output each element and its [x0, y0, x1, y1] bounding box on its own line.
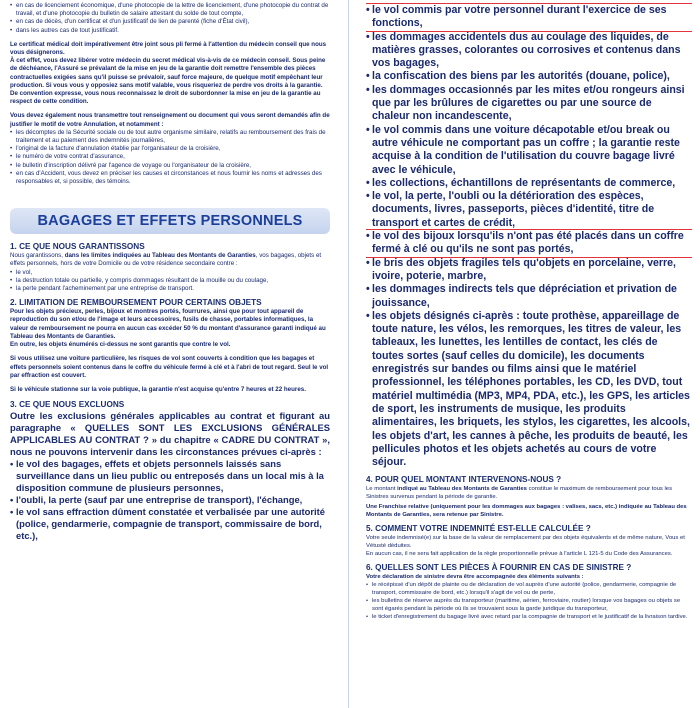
right-column	[366, 0, 692, 621]
paragraph: En outre, les objets énumérés ci-dessus ne sont garantis que contre le vol.	[10, 341, 231, 349]
text-span: dans les limites indiquées au Tableau des Montants de Garanties	[64, 252, 256, 260]
paragraph: Le certificat médical doit impérativement être joint sous pli fermé à l'attention du médecin conseil que nous vous désignerons.	[10, 40, 327, 57]
paragraph: Si vous utilisez une voiture particulière, les risques de vol sont couverts à condition que les bagages et effets personnels soient contenus dans le coffre du véhicule fermé à clé et à l'abri de tout regard. Seul le vol par effraction est couvert.	[10, 355, 329, 379]
list-item: • le ticket d'enregistrement du bagage livré avec retard par la compagnie de transport et le justificatif de la livraison tardive.	[366, 613, 692, 621]
list-item-highlighted: • le vol des bijoux lorsqu'ils n'ont pas été placés dans un coffre fermé à clé ou qu'ils ne sont pas portés,	[366, 230, 692, 257]
list-item: • les collections, échantillons de représentants de commerce,	[366, 177, 692, 190]
paragraph	[366, 485, 692, 501]
paragraph: De convention expresse, vous nous reconnaissez le droit de subordonner la mise en jeu de la garantie au respect de cette condition.	[10, 90, 321, 106]
list-item: • le vol,	[10, 269, 330, 277]
guarantees-list	[10, 269, 330, 294]
list-item-highlighted: • le vol commis par votre personnel durant l'exercice de ses fonctions,	[366, 4, 692, 31]
paragraph: Votre seule indemnisé(e) sur la base de la valeur de remplacement par des objets équivalents et de même nature, Vous et Vétusté déduites.	[366, 535, 685, 550]
paragraph: Si le véhicule stationne sur la voie publique, la garantie n'est acquise qu'entre 7 heures et 22 heures.	[10, 385, 306, 393]
list-item: • l'original de la facture d'annulation établie par l'organisateur de la croisière,	[10, 145, 330, 153]
left-column	[10, 0, 330, 542]
list-item: • la confiscation des biens par les autorités (douane, police),	[366, 70, 692, 83]
list-item: • le vol, la perte, l'oubli ou la détérioration des espèces, documents, livres, passeports, pièces d'identité, titre de transport et cartes de crédit,	[366, 190, 692, 230]
justificatifs-list	[10, 2, 330, 35]
list-item: • en cas d'Accident, vous devez en préciser les causes et circonstances et nous fournir les noms et adresses des responsables et, si possible, des témoins.	[10, 170, 330, 186]
list-item: • les dommages accidentels dus au coulage des liquides, de matières grasses, colorantes ou corrosives et contenus dans vos bagages,	[366, 31, 692, 71]
list-item: • dans les autres cas de tout justificatif.	[10, 27, 330, 35]
list-item: • le récépissé d'un dépôt de plainte ou de déclaration de vol auprès d'une autorité (police, gendarmerie, compagnie de transport, commissaire de bord, etc.) lorsqu'il s'agit de vol ou de perte,	[366, 581, 692, 597]
list-item: • la perte pendant l'acheminement par une entreprise de transport.	[10, 285, 330, 293]
paragraph: Vous devez également nous transmettre tout renseignement ou document qui vous seront demandés afin de justifier le motif de votre Annulation, et notamment :	[10, 112, 330, 128]
paragraph: Pour les objets précieux, perles, bijoux et montres portés, fourrures, ainsi que pour tout appareil de reproduction du son et/ou de l'image et leurs accessoires, fusils de chasse, portables informatiques, la valeur de remboursement ne pourra en aucun cas excéder 50 % du montant d'assurance garanti indiqué au Tableau des Montants de Garanties.	[10, 308, 326, 340]
list-item: • le vol commis dans une voiture décapotable et/ou break ou autre véhicule ne comportant pas un coffre ; la garantie reste acquise à la condition de l'utilisation du couvre bagage livré avec le véhicule,	[366, 124, 692, 177]
list-item: • les objets désignés ci-après : toute prothèse, appareillage de toute nature, les vélos, les remorques, les titres de valeur, les tableaux, les lunettes, les lentilles de contact, les clés de toutes sortes (sauf celles du domicile), les documents enregistrés sur bandes ou films ainsi que le matériel professionnel, les téléphones portables, les CD, les DVD, tout matériel multimédia (MP3, MP4, PDA, etc.), les GPS, les articles de sport, les instruments de musique, les produits alimentaires, les briquets, les stylos, les cigarettes, les alcools, les objets d'art, les cannes à pêche, les produits de beauté, les pellicules photos et les objets achetés au cours de votre séjour.	[366, 310, 692, 470]
list-item: • en cas de licenciement économique, d'une photocopie de la lettre de licenciement, d'une photocopie du contrat de travail, et d'une photocopie du bulletin de salaire attestant du solde de tout compte,	[10, 2, 330, 18]
section-banner: BAGAGES ET EFFETS PERSONNELS	[10, 208, 330, 234]
documents-list	[10, 129, 330, 186]
section-title: 2. LIMITATION DE REMBOURSEMENT POUR CERTAINS OBJETS	[10, 298, 262, 308]
text-span: , vos bagages, objets et effets personnels, hors de votre Domicile ou de votre résidence secondaire contre :	[10, 252, 322, 268]
paragraph: À cet effet, vous devez libérer votre médecin du secret médical vis-à-vis de ce médecin conseil. Sous peine de déchéance, l'Assuré se prévalant de la mise en jeu de la garantie doit remettre l'ensemble des pièces contractuelles exigées sans qu'il puisse se prévaloir, sauf force majeure, de quelque motif empêchant leur production. Si vous vous y opposiez sans motif valable, vous risqueriez de perdre vos droits à la garantie.	[10, 57, 326, 89]
list-item: • en cas de décès, d'un certificat et d'un justificatif de lien de parenté (fiche d'État civil),	[10, 18, 330, 26]
section-title: 4. POUR QUEL MONTANT INTERVENONS-NOUS ?	[366, 475, 562, 485]
list-item: • les bulletins de réserve auprès du transporteur (maritime, aérien, ferroviaire, routier) lorsque vos bagages ou objets se sont égarés pendant la période où ils se trouvaient sous la garde juridique du transporteur,	[366, 597, 692, 613]
list-item: • les dommages indirects tels que dépréciation et privation de jouissance,	[366, 283, 692, 310]
paragraph: Une Franchise relative (uniquement pour les dommages aux bagages : valises, sacs, etc.) indiquée au Tableau des Montants de Garanties, sera retenue par Sinistre.	[366, 504, 687, 519]
paragraph	[10, 252, 330, 268]
text-span: Nous garantissons,	[10, 252, 65, 260]
section-title: 3. CE QUE NOUS EXCLUONS	[10, 400, 125, 410]
list-item: • le bris des objets fragiles tels qu'objets en porcelaine, verre, ivoire, poterie, marbre,	[366, 257, 692, 284]
text-span: indiqué au Tableau des Montants de Garanties	[397, 486, 527, 493]
list-item: • la destruction totale ou partielle, y compris dommages résultant de la mouille ou du coulage,	[10, 277, 330, 285]
paragraph: En aucun cas, il ne sera fait application de la règle proportionnelle prévue à l'article L 121-5 du Code des Assurances.	[366, 551, 673, 558]
paragraph: Votre déclaration de sinistre devra être accompagnée des éléments suivants :	[366, 574, 584, 581]
section-title: 5. COMMENT VOTRE INDEMNITÉ EST-ELLE CALCULÉE ?	[366, 524, 591, 534]
section-title: 1. CE QUE NOUS GARANTISSONS	[10, 242, 145, 252]
text-span: Le montant	[366, 486, 398, 493]
list-item: • l'oubli, la perte (sauf par une entreprise de transport), l'échange,	[10, 494, 330, 506]
section-title: 6. QUELLES SONT LES PIÈCES À FOURNIR EN CAS DE SINISTRE ?	[366, 563, 632, 573]
list-item: • les dommages occasionnés par les mites et/ou rongeurs ainsi que par les brûlures de cigarettes ou par une source de chaleur non incandescente,	[366, 84, 692, 124]
exclusions-list-continued	[366, 4, 692, 469]
exclusions-list	[10, 458, 330, 542]
paragraph: Outre les exclusions générales applicables au contrat et figurant au paragraphe « QUELLES SONT LES EXCLUSIONS GÉNÉRALES APPLICABLES AU CONTRAT ? » du chapitre « CADRE DU CONTRAT », nous ne pouvons intervenir dans les circonstances prévues ci-après :	[10, 410, 330, 458]
text-span: constitue le maximum de remboursement pour tous les Sinistres survenus pendant la période de garantie.	[366, 486, 673, 501]
list-item: • le bulletin d'inscription délivré par l'agence de voyage ou l'organisateur de la croisière,	[10, 162, 330, 170]
list-item: • les décomptes de la Sécurité sociale ou de tout autre organisme similaire, relatifs au remboursement des frais de traitement et au paiement des indemnités journalières,	[10, 129, 330, 145]
column-divider	[348, 0, 349, 708]
list-item: • le numéro de votre contrat d'assurance,	[10, 153, 330, 161]
pieces-list	[366, 581, 692, 621]
list-item: • le vol des bagages, effets et objets personnels laissés sans surveillance dans un lieu public ou entreposés dans un local mis à la disposition commune de plusieurs personnes,	[10, 458, 330, 494]
list-item: • le vol sans effraction dûment constatée et verbalisée par une autorité (police, gendarmerie, compagnie de transport, commissaire de bord, etc.),	[10, 506, 330, 542]
